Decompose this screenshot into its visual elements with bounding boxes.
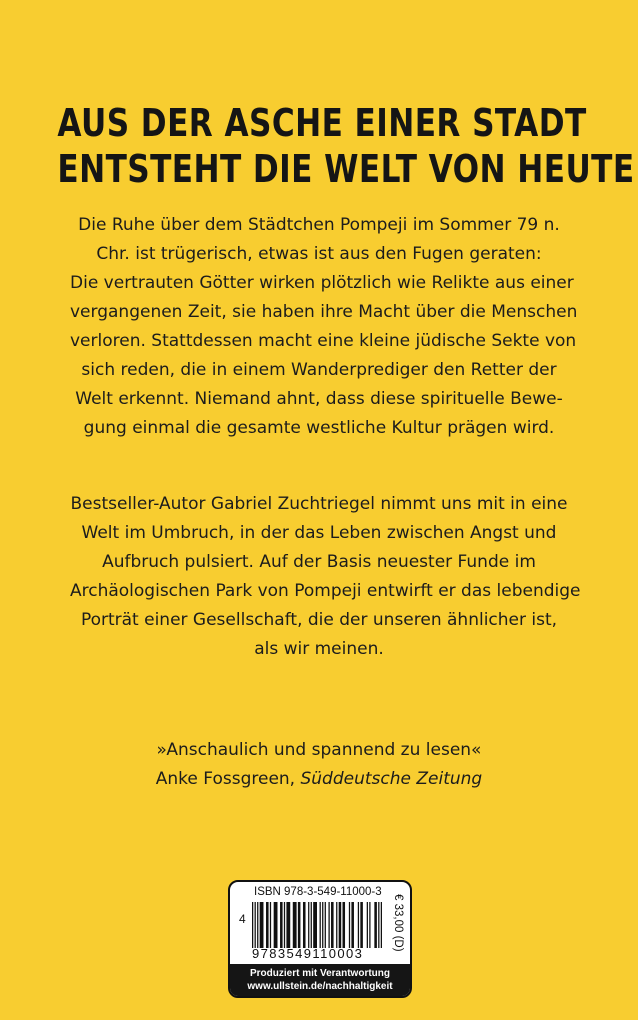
barcode-bar <box>328 902 329 948</box>
sustainability-line-1: Produziert mit Verantwortung <box>249 968 390 979</box>
barcode-icon <box>252 902 382 948</box>
barcode-bar <box>257 902 258 948</box>
review-quote <box>0 736 638 794</box>
barcode-digits: 9783549110003 <box>252 946 364 961</box>
quote-author: Anke Fossgreen, <box>155 769 296 789</box>
text-line: Welt erkennt. Niemand ahnt, dass diese spirituelle Bewe- <box>75 389 563 409</box>
barcode-bar <box>322 902 323 948</box>
barcode-bar <box>320 902 321 948</box>
barcode-bar <box>286 902 290 948</box>
barcode-bar <box>331 902 334 948</box>
barcode-bar <box>284 902 285 948</box>
barcode-bar <box>367 902 368 948</box>
barcode-bar <box>303 902 306 948</box>
barcode-bar <box>255 902 256 948</box>
text-line: Porträt einer Gesellschaft, die der unseren ähnlicher ist, <box>80 610 558 630</box>
text-line: verloren. Stattdessen macht eine kleine jüdische Sekte von <box>70 331 577 351</box>
text-line: Die vertrauten Götter wirken plötzlich wie Relikte aus einer <box>70 273 574 293</box>
barcode-bar <box>266 902 269 948</box>
barcode-bar <box>336 902 337 948</box>
barcode-bar <box>378 902 379 948</box>
barcode-bar <box>381 902 382 948</box>
blurb-paragraph-1 <box>70 211 578 443</box>
text-line: als wir meinen. <box>254 639 384 659</box>
isbn-text: ISBN 978-3-549-11000-3 <box>254 886 382 898</box>
sustainability-url: www.ullstein.de/nachhaltigkeit <box>247 981 393 992</box>
sustainability-band <box>230 964 410 996</box>
headline <box>57 100 635 192</box>
quote-text: »Anschaulich und spannend zu lesen« <box>156 740 482 760</box>
barcode-bar <box>313 902 317 948</box>
barcode-bar <box>358 902 359 948</box>
barcode-bar <box>339 902 342 948</box>
text-line: sich reden, die in einem Wanderprediger den Retter der <box>81 360 557 380</box>
barcode-bar <box>308 902 309 948</box>
barcode-bar <box>298 902 301 948</box>
barcode-lead-digit: 4 <box>239 912 246 926</box>
barcode-bar <box>252 902 253 948</box>
barcode-bar <box>325 902 326 948</box>
quote-attribution <box>0 765 638 794</box>
barcode-bar <box>260 902 264 948</box>
text-line: Die Ruhe über dem Städtchen Pompeji im Sommer 79 n. <box>78 215 560 235</box>
barcode-bar <box>360 902 363 948</box>
text-line: Bestseller-Autor Gabriel Zuchtriegel nimmt uns mit in eine <box>70 494 568 514</box>
price-label: € 33,00 (D) <box>392 894 404 952</box>
barcode-bar <box>374 902 377 948</box>
text-line: Chr. ist trügerisch, etwas ist aus den Fugen geraten: <box>96 244 542 264</box>
barcode-bar <box>280 902 283 948</box>
text-line: Archäologischen Park von Pompeji entwirft er das lebendige <box>70 581 581 601</box>
barcode-bar <box>342 902 345 948</box>
headline-line-1: AUS DER ASCHE EINER STADT <box>57 101 587 145</box>
text-line: Aufbruch pulsiert. Auf der Basis neuester Funde im <box>102 552 536 572</box>
text-line: gung einmal die gesamte westliche Kultur prägen wird. <box>83 418 555 438</box>
barcode-bar <box>351 902 354 948</box>
text-line: vergangenen Zeit, sie haben ihre Macht über die Menschen <box>70 302 578 322</box>
barcode-bar <box>311 902 312 948</box>
barcode-bar <box>270 902 271 948</box>
barcode-box <box>228 880 412 998</box>
headline-line-2: ENTSTEHT DIE WELT VON HEUTE <box>57 147 635 191</box>
barcode-bar <box>274 902 278 948</box>
barcode-bar <box>349 902 350 948</box>
barcode-bar <box>293 902 297 948</box>
quote-source: Süddeutsche Zeitung <box>300 769 483 789</box>
text-line: Welt im Umbruch, in der das Leben zwischen Angst und <box>81 523 557 543</box>
blurb-paragraph-2 <box>70 490 581 664</box>
barcode-bar <box>369 902 370 948</box>
